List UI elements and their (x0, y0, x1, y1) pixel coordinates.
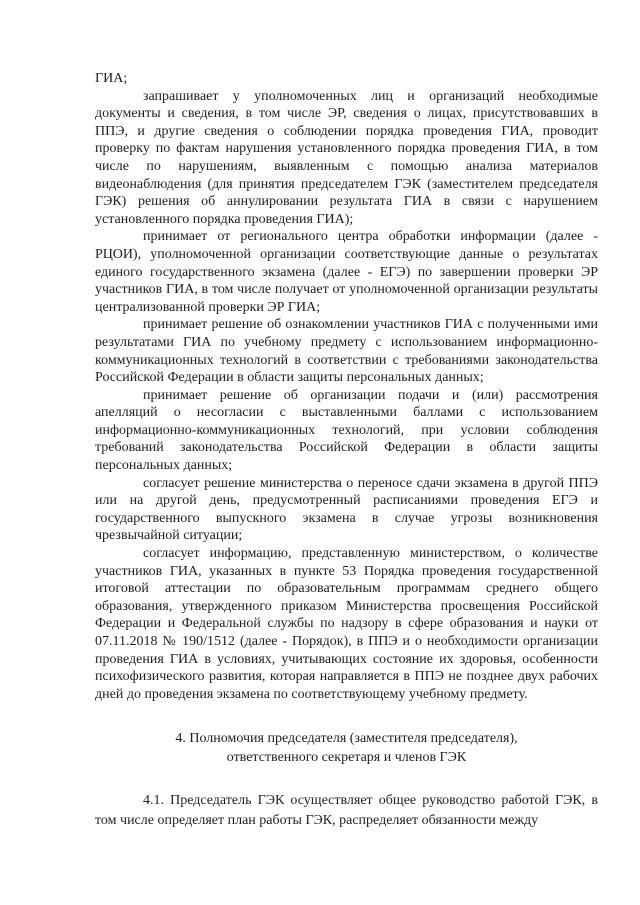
section-heading (95, 729, 598, 767)
section-heading-line-1: 4. Полномочия председателя (заместителя председателя), (175, 731, 518, 747)
paragraph-request-documents: запрашивает у уполномоченных лиц и организаций необходимые документы и сведения, в том числе ЭР, сведения о лицах, присутствовавших в ППЭ, и другие сведения о соблюдении порядка проведения ГИА, проводит проверку по фактам нарушения установленного порядка проведения ГИА, в том числе по нарушениям, выявленным с помощью анализа материалов видеонаблюдения (для принятия председателем ГЭК (заместителем председателя ГЭК) решения об аннулировании результата ГИА в связи с нарушением установленного порядка проведения ГИА); (95, 88, 598, 227)
paragraph-exam-transfer: согласует решение министерства о переносе сдачи экзамена в другой ППЭ или на другой день, предусмотренный расписаниями проведения ЕГЭ и государственного выпускного экзамена в случае угрозы возникновения чрезвычайной ситуации; (95, 475, 598, 544)
paragraph-receive-results: принимает от регионального центра обработки информации (далее - РЦОИ), уполномоченной организации соответствующие данные о результатах единого государственного экзамена (далее - ЕГЭ) по завершении проверки ЭР участников ГИА, в том числе получает от уполномоченной организации результаты централизованной проверки ЭР ГИА; (95, 229, 598, 315)
section-4-body (95, 791, 598, 831)
paragraph-participants-info: согласует информацию, представленную министерством, о количестве участников ГИА, указанных в пункте 53 Порядка проведения государственной итоговой аттестации по образовательным программам среднего общего образования, утвержденного приказом Министерства просвещения Российской Федерации и Федеральной службы по надзору в сфере образования и науки от 07.11.2018 № 190/1512 (далее - Порядок), в ППЭ и о необходимости организации проведения ГИА в условиях, учитывающих состояние их здоровья, особенности психофизического развития, которая направляется в ППЭ не позднее двух рабочих дней до проведения экзамена по соответствующему учебному предмету. (95, 546, 598, 702)
section-heading-line-2: ответственного секретаря и членов ГЭК (226, 750, 467, 766)
document-body (95, 70, 598, 831)
paragraph-results-familiarization: принимает решение об ознакомлении участников ГИА с полученными ими результатами ГИА по учебному предмету с использованием информационно-коммуникационных технологий в соответствии с требованиями законодательства Российской Федерации в области защиты персональных данных; (95, 317, 598, 386)
paragraph-appeals: принимает решение об организации подачи и (или) рассмотрения апелляций о несогласии с выставленными баллами с использованием информационно-коммуникационных технологий, при условии соблюдения требований законодательства Российской Федерации в области защиты персональных данных; (95, 387, 598, 474)
paragraph-4-1: 4.1. Председатель ГЭК осуществляет общее руководство работой ГЭК, в том числе определяет план работы ГЭК, распределяет обязанности между (95, 793, 598, 829)
paragraph-continuation: ГИА; (95, 71, 128, 86)
